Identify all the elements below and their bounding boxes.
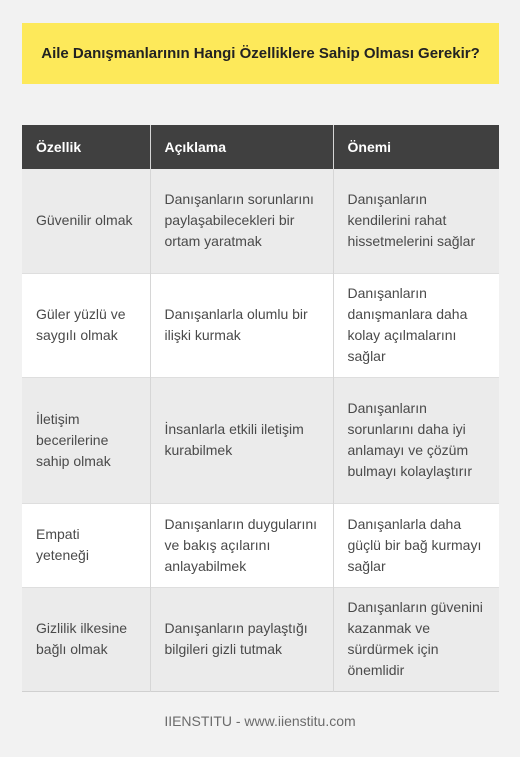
feature-cell: Empati yeteneği <box>22 503 150 587</box>
description-cell: Danışanların paylaştığı bilgileri gizli tutmak <box>150 587 333 691</box>
importance-cell: Danışanların danışmanlara daha kolay açılmalarını sağlar <box>333 273 499 377</box>
table-row <box>22 273 499 377</box>
table-header-row <box>22 125 499 169</box>
importance-cell: Danışanların sorunlarını daha iyi anlamayı ve çözüm bulmayı kolaylaştırır <box>333 377 499 503</box>
table-row <box>22 503 499 587</box>
features-table <box>22 125 499 692</box>
column-header-feature: Özellik <box>22 125 150 169</box>
description-cell: İnsanlarla etkili iletişim kurabilmek <box>150 377 333 503</box>
feature-cell: Güvenilir olmak <box>22 169 150 273</box>
table-row <box>22 169 499 273</box>
page-title: Aile Danışmanlarının Hangi Özelliklere Sahip Olması Gerekir? <box>41 44 480 62</box>
importance-cell: Danışanlarla daha güçlü bir bağ kurmayı sağlar <box>333 503 499 587</box>
column-header-importance: Önemi <box>333 125 499 169</box>
column-header-description: Açıklama <box>150 125 333 169</box>
importance-cell: Danışanların kendilerini rahat hissetmelerini sağlar <box>333 169 499 273</box>
title-banner <box>22 23 499 84</box>
feature-cell: Güler yüzlü ve saygılı olmak <box>22 273 150 377</box>
footer-credit: IIENSTITU - www.iienstitu.com <box>164 713 356 729</box>
feature-cell: Gizlilik ilkesine bağlı olmak <box>22 587 150 691</box>
table-row <box>22 587 499 691</box>
description-cell: Danışanlarla olumlu bir ilişki kurmak <box>150 273 333 377</box>
feature-cell: İletişim becerilerine sahip olmak <box>22 377 150 503</box>
importance-cell: Danışanların güvenini kazanmak ve sürdürmek için önemlidir <box>333 587 499 691</box>
description-cell: Danışanların duygularını ve bakış açılarını anlayabilmek <box>150 503 333 587</box>
table-row <box>22 377 499 503</box>
description-cell: Danışanların sorunlarını paylaşabilecekleri bir ortam yaratmak <box>150 169 333 273</box>
